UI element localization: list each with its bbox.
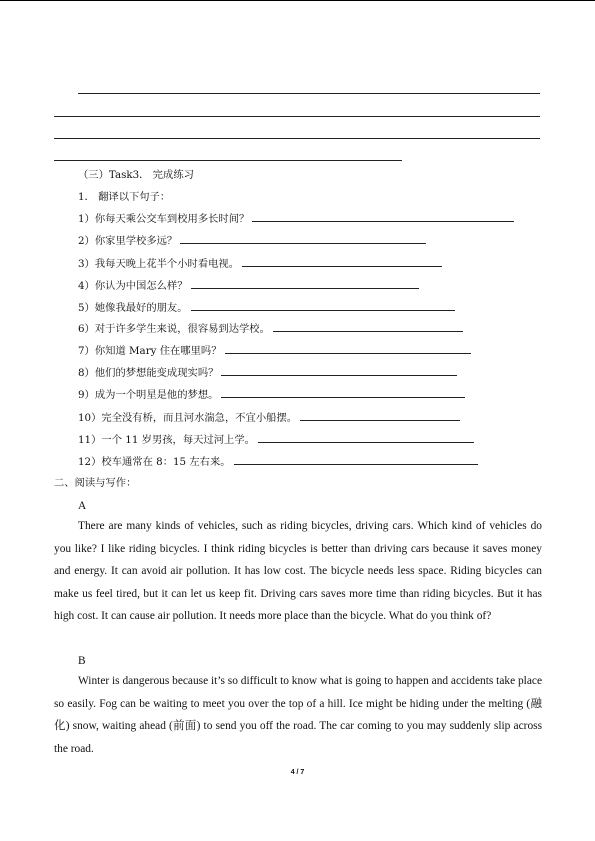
answer-line [54, 116, 540, 117]
page-number: 4 / 7 [290, 769, 305, 776]
sentence-5: 5）她像我最好的朋友。 [78, 300, 455, 315]
sentence-2: 2）你家里学校多远？ [78, 233, 426, 248]
blank-line[interactable] [252, 211, 514, 222]
sentence-10: 10）完全没有桥，而且河水湍急，不宜小船摆。 [78, 410, 460, 425]
sentence-4: 4）你认为中国怎么样？ [78, 278, 419, 293]
sentence-11: 11）一个 11 岁男孩，每天过河上学。 [78, 432, 474, 447]
blank-line[interactable] [191, 278, 419, 289]
answer-line [54, 160, 402, 161]
blank-line[interactable] [225, 343, 471, 354]
blank-line[interactable] [180, 233, 426, 244]
blank-line[interactable] [191, 300, 455, 311]
blank-line[interactable] [258, 432, 474, 443]
item-heading: 1． 翻译以下句子： [78, 191, 171, 203]
blank-line[interactable] [221, 387, 465, 398]
sentence-9: 9）成为一个明星是他的梦想。 [78, 387, 465, 402]
sentence-12: 12）校车通常在 8：15 左右来。 [78, 454, 478, 469]
blank-line[interactable] [221, 365, 457, 376]
sentence-7: 7）你知道 Mary 住在哪里吗？ [78, 343, 471, 358]
blank-line[interactable] [273, 321, 463, 332]
passage-b-label: B [78, 655, 86, 667]
section-heading: （三）Task3． 完成练习 [78, 169, 194, 181]
blank-line[interactable] [234, 454, 478, 465]
page-top-border [0, 0, 595, 1]
blank-line[interactable] [242, 256, 442, 267]
passage-a: There are many kinds of vehicles, such as riding bicycles, driving cars. Which kind of vehicles do you like? I like riding bicycles. I think riding bicycles is better than driving cars because it saves money and energy. It can avoid air pollution. It has low cost. The bicycle needs less space. Riding bicycles can make us feel tired, but it can let us keep fit. Driving cars saves more time than riding bicycles. But it has high cost. It can cause air pollution. It needs more place than the bicycle. What do you think of? [54, 520, 542, 623]
sentence-6: 6）对于许多学生来说，很容易到达学校。 [78, 321, 463, 336]
sentence-8: 8）他们的梦想能变成现实吗？ [78, 365, 457, 380]
sentence-3: 3）我每天晚上花半个小时看电视。 [78, 256, 442, 271]
sentence-1: 1）你每天乘公交车到校用多长时间？ [78, 211, 514, 226]
passage-a-label: A [78, 500, 87, 512]
answer-line [54, 138, 540, 139]
part-two-heading: 二、阅读与写作： [54, 477, 137, 489]
blank-line[interactable] [300, 410, 460, 421]
passage-b: Winter is dangerous because it’s so difficult to know what is going to happen and accidents take place so easily. Fog can be waiting to meet you over the top of a hill. Ice might be hiding under the melting (融化) snow, waiting ahead (前面) to send you off the road. The car coming to you may suddenly slip across the road. [54, 675, 543, 755]
answer-line [78, 93, 540, 94]
